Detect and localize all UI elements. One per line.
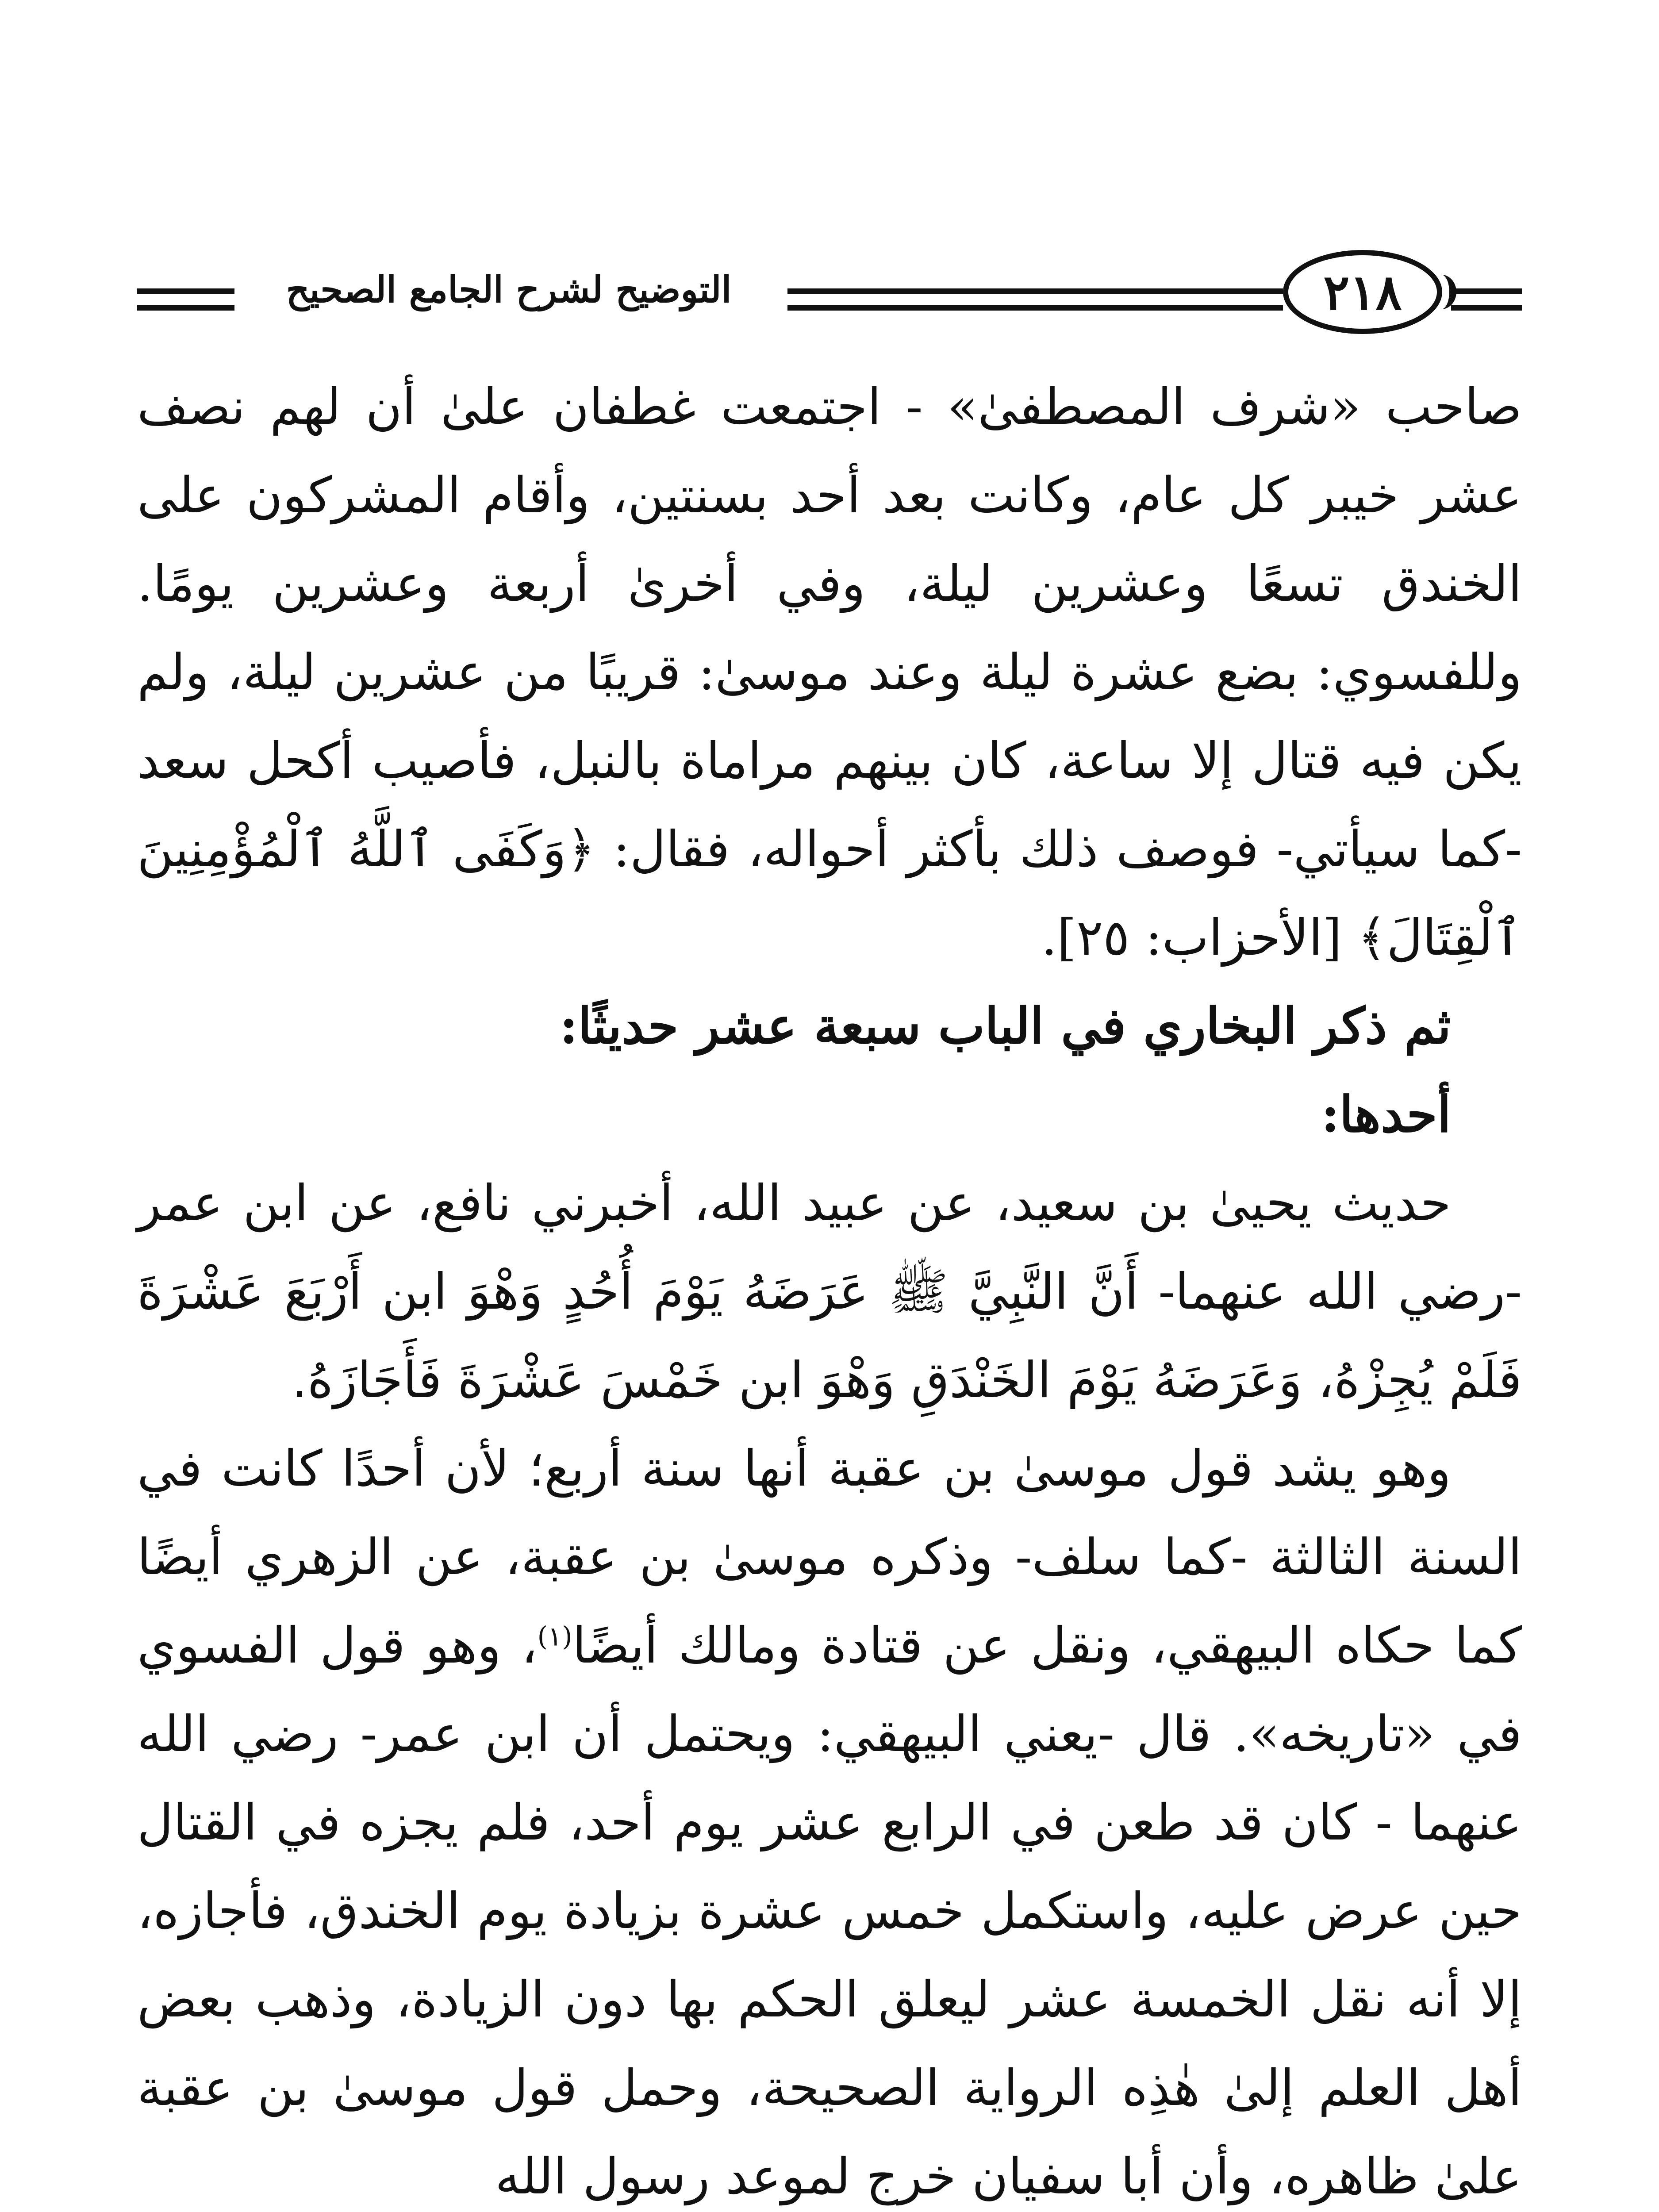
page-header — [0, 0, 1659, 354]
header-rule-right-bottom — [1451, 305, 1522, 311]
section-heading: ثم ذكر البخاري في الباب سبعة عشر حديثًا: — [559, 997, 1451, 1055]
footnote-ref: (١) — [537, 1621, 572, 1652]
body-text — [137, 363, 1522, 2212]
header-rule-left-top — [137, 288, 234, 294]
paragraph-1 — [137, 363, 1522, 982]
header-rule-middle-top — [787, 288, 1283, 294]
page-number: ٢١٨ — [1323, 263, 1402, 321]
quran-quote: ﴿وَكَفَى ٱللَّهُ ٱلْمُؤْمِنِينَ ٱلْقِتَالَ﴾ — [137, 821, 1522, 967]
paragraph-3 — [137, 1425, 1522, 2212]
hadith-text: أَنَّ النَّبِيَّ ﷺ عَرَضَهُ يَوْمَ أُحُدٍ وَهْوَ ابن أَرْبَعَ عَشْرَةَ فَلَمْ يُجِزْهُ، وَعَرَضَهُ يَوْمَ الخَنْدَقِ وَهْوَ ابن خَمْسَ عَشْرَةَ فَأَجَازَهُ. — [137, 1263, 1522, 1409]
quran-citation: [الأحزاب: ٢٥]. — [1041, 909, 1358, 967]
header-rule-middle-bottom — [787, 305, 1283, 311]
sub-heading: أحدها: — [1321, 1086, 1451, 1144]
running-title: التوضيح لشرح الجامع الصحيح — [286, 269, 732, 311]
paragraph-1-text: صاحب «شرف المصطفىٰ» - اجتمعت غطفان علىٰ أن لهم نصف عشر خيبر كل عام، وكانت بعد أحد بسنتين، وأقام المشركون على الخندق تسعًا وعشرين ليلة، وفي أخرىٰ أربعة وعشرين يومًا. وللفسوي: بضع عشرة ليلة وعند موسىٰ: قريبًا من عشرين ليلة، ولم يكن فيه قتال إلا ساعة، كان بينهم مراماة بالنبل، فأصيب أكحل سعد -كما سيأتي- فوصف ذلك بأكثر أحواله، فقال: — [137, 378, 1522, 878]
paragraph-2-text: حديث يحيىٰ بن سعيد، عن عبيد الله، أخبرني نافع، عن ابن عمر -رضي الله عنهما- — [137, 1175, 1522, 1321]
page-number-badge — [1283, 250, 1442, 334]
paragraph-3-text-a: وهو يشد قول موسىٰ بن عقبة أنها سنة أربع؛ لأن أحدًا كانت في السنة الثالثة -كما سلف- وذكره موسىٰ بن عقبة، عن الزهري أيضًا كما حكاه البيهقي، ونقل عن قتادة ومالك أيضًا — [137, 1440, 1522, 1674]
header-rule-right-top — [1451, 288, 1522, 294]
paragraph-3-text-b: ، وهو قول الفسوي في «تاريخه». قال -يعني البيهقي: ويحتمل أن ابن عمر- رضي الله عنهما - كان قد طعن في الرابع عشر يوم أحد، فلم يجزه في القتال حين عرض عليه، واستكمل خمس عشرة بزيادة يوم الخندق، فأجازه، إلا أنه نقل الخمسة عشر ليعلق الحكم بها دون الزيادة، وذهب بعض أهل العلم إلىٰ هٰذِه الرواية الصحيحة، وحمل قول موسىٰ بن عقبة علىٰ ظاهره، وأن أبا سفيان خرج لموعد رسول الله — [137, 1617, 1522, 2205]
paragraph-2 — [137, 1159, 1522, 1425]
header-rule-left-bottom — [137, 305, 234, 311]
